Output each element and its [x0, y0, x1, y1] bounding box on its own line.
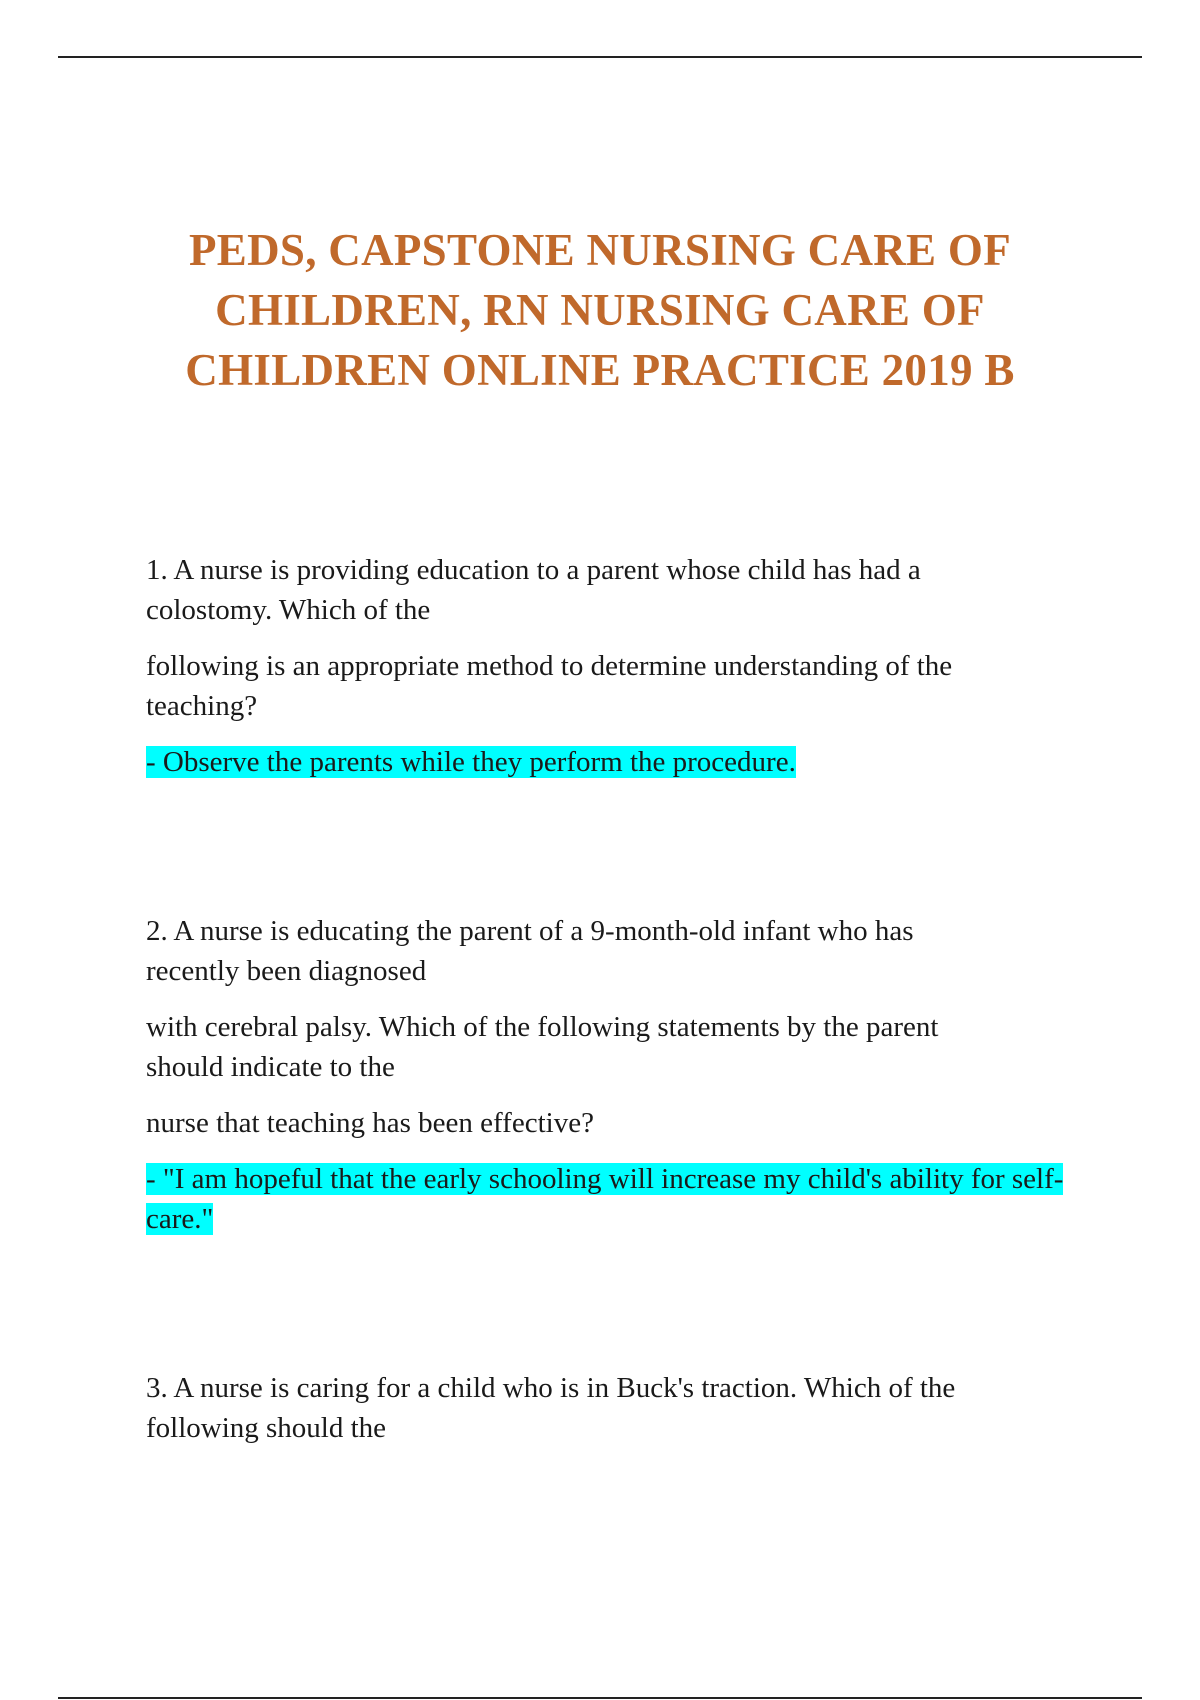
title-line-3: CHILDREN ONLINE PRACTICE 2019 B: [185, 345, 1015, 395]
question-2-text-2: with cerebral palsy. Which of the following statements by the parent should indicate to the: [146, 1011, 939, 1083]
answer-highlight: - "I am hopeful that the early schooling will increase my child's ability for self-care.": [146, 1163, 1064, 1235]
question-2-text-3: nurse that teaching has been effective?: [146, 1107, 594, 1139]
question-1: [146, 550, 1066, 782]
title-line-1: PEDS, CAPSTONE NURSING CARE OF: [188, 225, 1012, 275]
document-title: [100, 220, 1100, 400]
answer-highlight: - Observe the parents while they perform the procedure.: [146, 746, 796, 778]
question-1-text-2: following is an appropriate method to determine understanding of the teaching?: [146, 650, 953, 722]
question-2-answer: [146, 1159, 1066, 1239]
title-line-2: CHILDREN, RN NURSING CARE OF: [215, 285, 985, 335]
question-1-text-1: 1. A nurse is providing education to a parent whose child has had a colostomy. Which of the: [146, 554, 921, 626]
question-3-text-1: 3. A nurse is caring for a child who is in Buck's traction. Which of the following should the: [146, 1372, 956, 1444]
question-2-text-1: 2. A nurse is educating the parent of a 9-month-old infant who has recently been diagnosed: [146, 915, 914, 987]
question-1-answer: [146, 742, 1066, 782]
question-3: [146, 1368, 1066, 1448]
question-2: [146, 911, 1066, 1239]
bottom-rule: [58, 1697, 1142, 1699]
top-rule: [58, 56, 1142, 58]
